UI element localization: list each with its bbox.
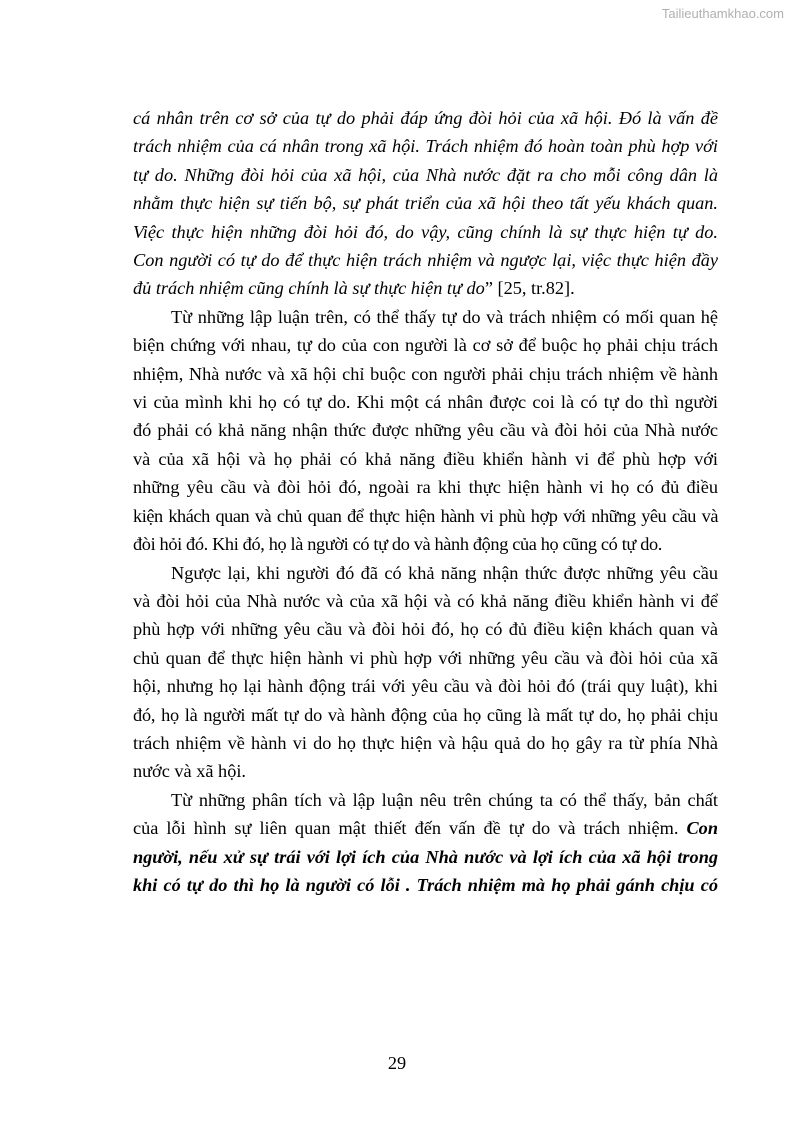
text-line: phù hợp với những yêu cầu và đòi hỏi đó, họ có đủ điều kiện khách quan và [133, 619, 718, 640]
watermark: Tailieuthamkhao.com [661, 6, 784, 21]
text-line: những yêu cầu và đòi hỏi đó, ngoài ra khi thực hiện hành vi họ có đủ điều [133, 477, 718, 498]
text-line [133, 274, 718, 302]
text-line: trách nhiệm của cá nhân trong xã hội. Trách nhiệm đó hoàn toàn phù hợp với [133, 136, 718, 157]
text-line: nước và xã hội. [133, 761, 246, 782]
text-line: và của xã hội và họ phải có khả năng điều khiển hành vi để phù hợp với [133, 448, 718, 469]
page-body [133, 104, 718, 899]
text-segment: của lỗi hình sự liên quan mật thiết đến vấn đề tự do và trách nhiệm. [133, 818, 687, 839]
paragraph-3 [133, 559, 718, 786]
text-line: vi của mình khi họ có tự do. Khi một cá nhân được coi là có tự do thì người [133, 392, 718, 413]
text-line: Con người có tự do để thực hiện trách nhiệm và ngược lại, việc thực hiện đầy [133, 250, 718, 271]
paragraph-2 [133, 303, 718, 559]
text-line: tự do. Những đòi hỏi của xã hội, của Nhà nước đặt ra cho mỗi công dân là [133, 164, 718, 185]
text-line: chủ quan để thực hiện hành vi phù hợp với những yêu cầu và đòi hỏi của xã [133, 647, 718, 668]
text-line: nhiệm, Nhà nước và xã hội chỉ buộc con người phải chịu trách nhiệm về hành [133, 363, 718, 384]
page-number: 29 [387, 1053, 407, 1073]
text-line: hội, nhưng họ lại hành động trái với yêu cầu và đòi hỏi đó (trái quy luật), khi [133, 676, 718, 697]
paragraph-4 [133, 786, 718, 900]
citation: ” [25, tr.82]. [484, 278, 575, 299]
text-line: cá nhân trên cơ sở của tự do phải đáp ứng đòi hỏi của xã hội. Đó là vấn đề [133, 108, 718, 128]
text-line: nhằm thực hiện sự tiến bộ, sự phát triển của xã hội theo tất yếu khách quan. [133, 193, 718, 214]
text-line: trách nhiệm về hành vi do họ thực hiện và hậu quả do họ gây ra từ phía Nhà [133, 732, 718, 753]
emphasis-line: khi có tự do thì họ là người có lỗi . Trách nhiệm mà họ phải gánh chịu có [133, 874, 718, 895]
text-line: và đòi hỏi của Nhà nước và của xã hội và có khả năng điều khiển hành vi để [133, 590, 718, 611]
text-line: Từ những lập luận trên, có thể thấy tự do và trách nhiệm có mối quan hệ [171, 306, 718, 327]
text-line: biện chứng với nhau, tự do của con người là cơ sở để buộc họ phải chịu trách [133, 335, 718, 356]
quote-end-italic: đủ trách nhiệm cũng chính là sự thực hiện tự do [133, 278, 485, 299]
text-line: kiện khách quan và chủ quan để thực hiện hành vi phù hợp với những yêu cầu và [133, 505, 718, 526]
text-line: Từ những phân tích và lập luận nêu trên chúng ta có thể thấy, bản chất [171, 789, 718, 810]
text-line: đó, họ là người mất tự do và hành động của họ cũng là mất tự do, họ phải chịu [133, 704, 718, 725]
text-line: đó phải có khả năng nhận thức được những yêu cầu và đòi hỏi của Nhà nước [133, 420, 718, 441]
emphasis-line: người, nếu xử sự trái với lợi ích của Nhà nước và lợi ích của xã hội trong [133, 846, 718, 867]
text-line [133, 814, 718, 842]
text-line: Ngược lại, khi người đó đã có khả năng nhận thức được những yêu cầu [171, 562, 718, 583]
text-line: Việc thực hiện những đòi hỏi đó, do vậy, cũng chính là sự thực hiện tự do. [133, 221, 718, 242]
emphasis-text: Con [686, 818, 718, 839]
paragraph-1 [133, 104, 718, 303]
text-line: đòi hỏi đó. Khi đó, họ là người có tự do và hành động của họ cũng có tự do. [133, 534, 662, 555]
